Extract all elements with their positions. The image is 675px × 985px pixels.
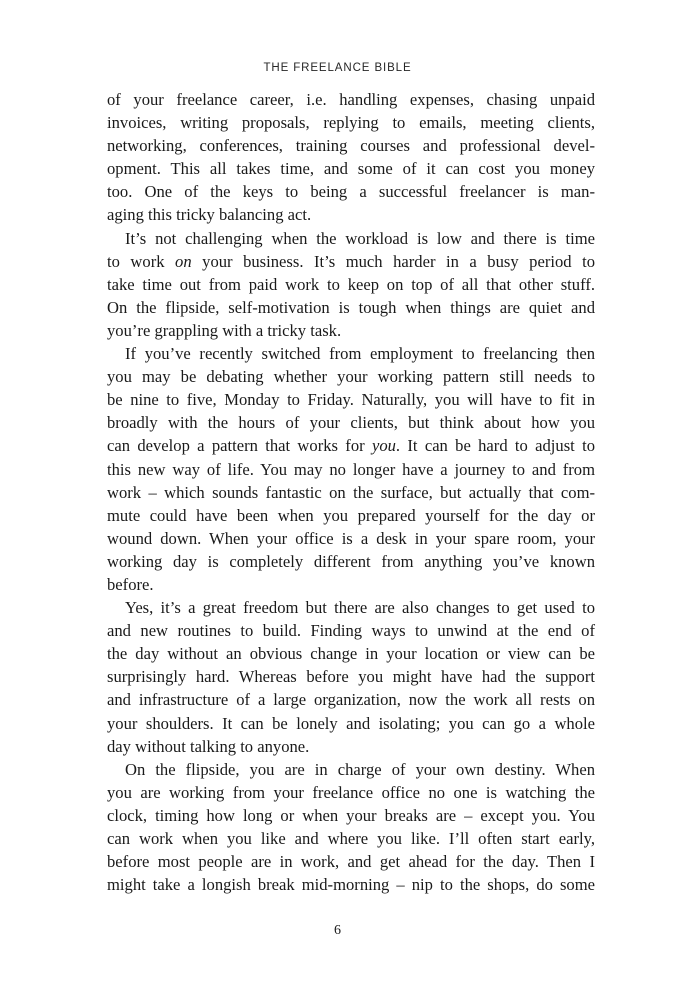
text-run: mute could have been when you prepared yourself for the day or (107, 505, 595, 525)
text-line (107, 735, 595, 758)
text-run: this new way of life. You may no longer have a journey to and from (107, 459, 595, 479)
text-line (107, 319, 595, 342)
text-line (107, 411, 595, 434)
paragraph (107, 88, 595, 227)
text-line (107, 250, 595, 273)
text-line (107, 134, 595, 157)
text-run: and infrastructure of a large organization, now the work all rests on (107, 690, 595, 710)
text-run: On the flipside, self-motivation is tough when things are quiet and (107, 297, 595, 317)
text-run: the day without an obvious change in your location or view can be (107, 644, 595, 664)
text-run: take time out from paid work to keep on top of all that other stuff. (107, 274, 595, 294)
text-line (107, 781, 595, 804)
text-run: If you’ve recently switched from employment to freelancing then (125, 344, 595, 364)
text-run: working day is completely different from anything you’ve known (107, 551, 595, 571)
text-run: you’re grappling with a tricky task. (107, 320, 342, 340)
text-run: to work (107, 251, 176, 271)
text-line (107, 642, 595, 665)
text-run: Yes, it’s a great freedom but there are also changes to get used to (125, 598, 595, 618)
text-run: you may be debating whether your working pattern still needs to (107, 367, 595, 387)
text-line (107, 712, 595, 735)
italic-text: you (371, 436, 396, 456)
text-line (107, 481, 595, 504)
paragraph (107, 758, 595, 897)
text-line (107, 665, 595, 688)
text-run: can work when you like and where you like. I’ll often start early, (107, 829, 595, 848)
text-line (107, 180, 595, 203)
text-run: . It can be hard to adjust to (395, 436, 595, 456)
text-run: your business. It’s much harder in a busy period to (191, 251, 595, 271)
text-line (107, 504, 595, 527)
text-run: surprisingly hard. Whereas before you might have had the support (107, 667, 595, 687)
text-line (107, 827, 595, 850)
body-text (107, 88, 595, 896)
text-run: can develop a pattern that works for (107, 436, 372, 456)
text-line (107, 111, 595, 134)
text-line (107, 342, 595, 365)
text-run: On the flipside, you are in charge of your own destiny. When (125, 759, 595, 779)
text-line (107, 88, 595, 111)
text-line (107, 596, 595, 619)
text-run: It’s not challenging when the workload is low and there is time (125, 228, 595, 248)
text-line (107, 804, 595, 827)
text-line (107, 550, 595, 573)
text-run: of your freelance career, i.e. handling expenses, chasing unpaid (107, 90, 595, 109)
text-run: networking, conferences, training courses and professional devel- (107, 136, 595, 156)
text-run: and new routines to build. Finding ways to unwind at the end of (107, 621, 595, 641)
text-run: wound down. When your office is a desk in your spare room, your (107, 528, 595, 548)
text-run: be nine to five, Monday to Friday. Naturally, you will have to fit in (107, 390, 595, 410)
paragraph (107, 596, 595, 758)
text-run: day without talking to anyone. (107, 736, 310, 756)
text-run: work – which sounds fantastic on the surface, but actually that com- (107, 482, 595, 502)
text-line (107, 758, 595, 781)
page-number: 6 (334, 923, 341, 938)
text-run: might take a longish break mid-morning – nip to the shops, do some (107, 875, 595, 895)
text-line (107, 573, 595, 596)
text-line (107, 227, 595, 250)
paragraph (107, 227, 595, 342)
text-line (107, 273, 595, 296)
italic-text: on (175, 251, 192, 271)
text-line (107, 458, 595, 481)
text-run: opment. This all takes time, and some of it can cost you money (107, 159, 595, 179)
text-run: aging this tricky balancing act. (107, 205, 312, 225)
text-line (107, 365, 595, 388)
text-run: invoices, writing proposals, replying to emails, meeting clients, (107, 113, 595, 133)
text-line (107, 203, 595, 226)
running-head: THE FREELANCE BIBLE (263, 62, 412, 74)
text-line (107, 388, 595, 411)
text-run: before most people are in work, and get ahead for the day. Then I (107, 852, 595, 872)
text-run: your shoulders. It can be lonely and isolating; you can go a whole (107, 713, 595, 733)
text-line (107, 434, 595, 457)
text-run: broadly with the hours of your clients, but think about how you (107, 413, 595, 433)
text-run: before. (107, 574, 154, 594)
text-line (107, 527, 595, 550)
text-run: clock, timing how long or when your breaks are – except you. You (107, 805, 595, 825)
text-line (107, 296, 595, 319)
text-run: too. One of the keys to being a successful freelancer is man- (107, 182, 595, 202)
paragraph (107, 342, 595, 596)
text-line (107, 688, 595, 711)
text-line (107, 873, 595, 896)
text-line (107, 157, 595, 180)
text-run: you are working from your freelance office no one is watching the (107, 782, 595, 802)
text-line (107, 619, 595, 642)
text-line (107, 850, 595, 873)
